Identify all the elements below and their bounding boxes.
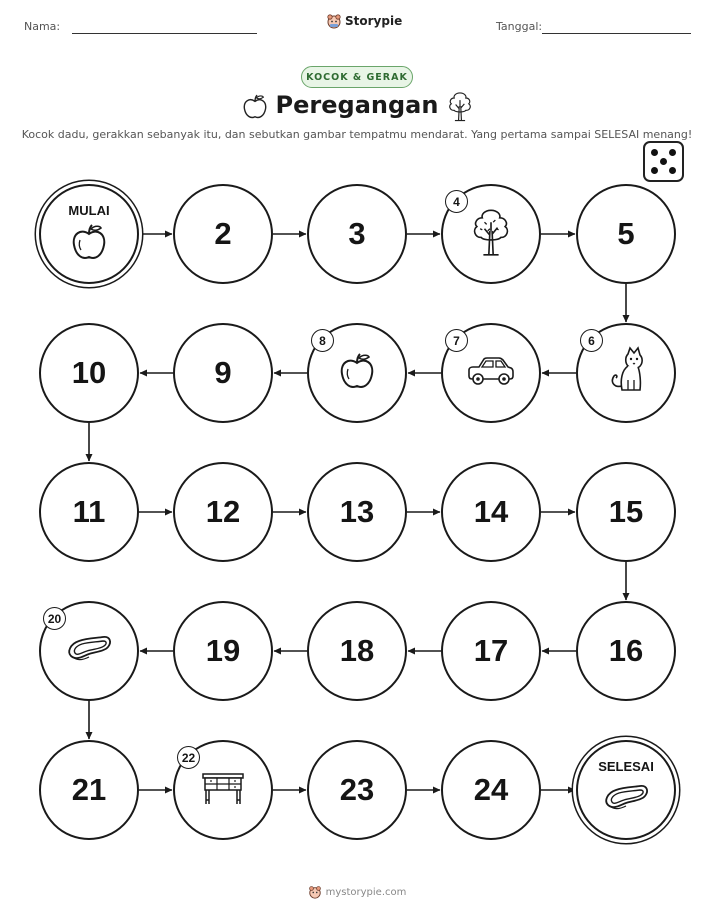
space-number-badge: 6 <box>580 329 603 352</box>
space-number-badge: 20 <box>43 607 66 630</box>
space-number-badge: 4 <box>445 190 468 213</box>
footer-url: mystorypie.com <box>325 886 407 898</box>
space-number: 5 <box>617 216 635 251</box>
band-icon <box>65 634 113 668</box>
space-number: 18 <box>339 633 375 668</box>
space-number: 16 <box>608 633 644 668</box>
space-number: 11 <box>72 494 106 529</box>
activity-tag: KOCOK & GERAK <box>301 66 413 88</box>
space-number-badge: 22 <box>177 746 200 769</box>
board-space-18 <box>307 601 407 701</box>
space-number: 13 <box>339 494 375 529</box>
page-title: Peregangan <box>275 91 439 119</box>
cat-icon <box>606 346 646 400</box>
brand-name: Storypie <box>345 14 403 28</box>
space-number: 17 <box>473 633 509 668</box>
board-space-10 <box>39 323 139 423</box>
board-space-15 <box>576 462 676 562</box>
space-number: 24 <box>473 772 509 807</box>
space-number-badge: 8 <box>311 329 334 352</box>
space-number: 14 <box>473 494 509 529</box>
board-space-16 <box>576 601 676 701</box>
apple-icon <box>337 350 377 396</box>
board-space-19 <box>173 601 273 701</box>
board-space-13 <box>307 462 407 562</box>
board-space-9 <box>173 323 273 423</box>
space-number: 9 <box>214 355 232 390</box>
finish-label: SELESAI <box>598 759 654 774</box>
storypie-mascot-icon <box>308 885 322 899</box>
board-space-3 <box>307 184 407 284</box>
space-number-badge: 7 <box>445 329 468 352</box>
space-number: 2 <box>214 216 232 251</box>
board-space-5 <box>576 184 676 284</box>
date-label: Tanggal: <box>496 20 543 33</box>
instructions: Kocok dadu, gerakkan sebanyak itu, dan sebutkan gambar tempatmu mendarat. Yang pertama sampai SELESAI menang! <box>21 128 693 141</box>
apple-icon <box>69 221 109 267</box>
finish-space <box>576 740 676 840</box>
desk-icon <box>201 769 245 811</box>
band-icon <box>602 783 650 817</box>
space-number: 3 <box>348 216 366 251</box>
space-number: 12 <box>205 494 241 529</box>
car-icon <box>465 354 517 392</box>
tree-icon <box>469 207 513 261</box>
board-space-17 <box>441 601 541 701</box>
start-space <box>39 184 139 284</box>
board-space-14 <box>441 462 541 562</box>
board-space-24 <box>441 740 541 840</box>
board-space-11 <box>39 462 139 562</box>
board-space-2 <box>173 184 273 284</box>
space-number: 21 <box>71 772 107 807</box>
space-number: 10 <box>71 355 107 390</box>
board-space-21 <box>39 740 139 840</box>
space-number: 19 <box>205 633 241 668</box>
space-number: 15 <box>608 494 644 529</box>
board-space-23 <box>307 740 407 840</box>
space-number: 23 <box>339 772 375 807</box>
footer <box>0 885 714 899</box>
name-label: Nama: <box>24 20 61 33</box>
start-label: MULAI <box>68 203 110 218</box>
board-space-12 <box>173 462 273 562</box>
